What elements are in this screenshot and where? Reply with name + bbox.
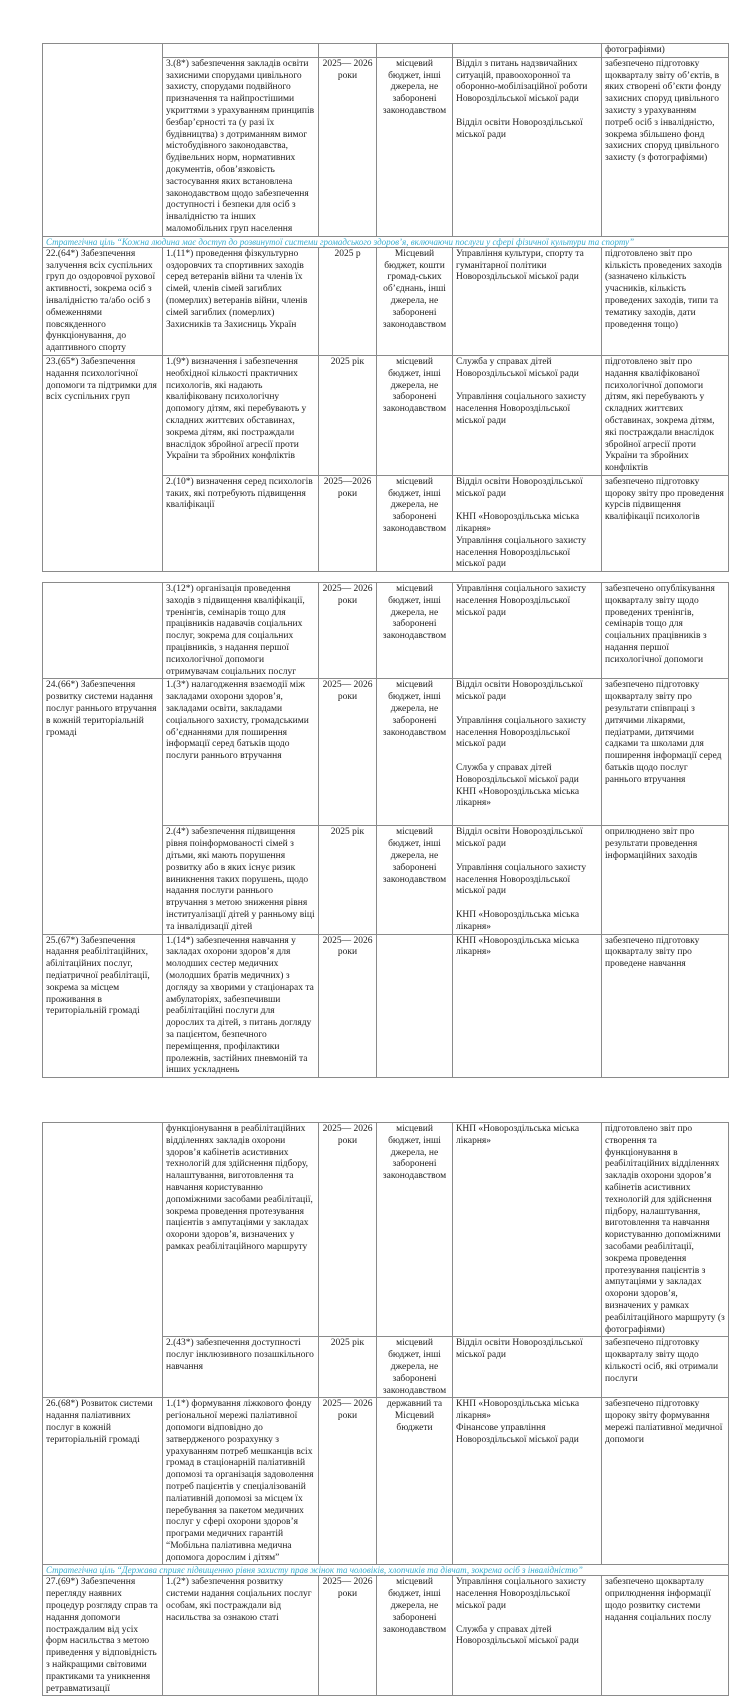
measure-cell: 3.(8*) забезпечення закладів освіти захисними спорудами цивільного захисту, спорудами подвійного призначення та найпростішими укриттями з урахуванням принципів безбар’єрності та (у разі їх будівництва) з дотриманням вимог містобудівного законодавства, будівельних норм, нормативних документів, обов’язковість застосування яких встановлена законодавством щодо забезпечення доступності і безпеки для осіб з інвалідністю та інших маломобільних груп населення <box>163 57 319 236</box>
funding-source-cell: місцевий бюджет, інші джерела, не заборонені законодавством <box>377 57 453 236</box>
table-row <box>43 826 729 934</box>
document-page-3 <box>42 1122 728 1696</box>
table-row <box>43 1398 729 1565</box>
measures-table <box>42 1122 729 1696</box>
measure-cell: 1.(2*) забезпечення розвитку системи надання соціальних послуг особам, які постраждали від насильства за ознакою статі <box>163 1576 319 1696</box>
measures-table <box>42 43 729 572</box>
indicator-cell: забезпечено підготовку щокварталу звіту про результати співпраці з дитячими лікарями, педіатрами, дитячими садками та школами для поширення інформації серед батьків щодо послуг раннього втручання <box>602 679 729 826</box>
indicator-cell: забезпечено підготовку щороку звіту про проведення курсів підвищення кваліфікації психологів <box>602 475 729 571</box>
measure-cell: 1.(1*) формування ліжкового фонду регіональної мережі паліативної допомоги відповідно до затвердженого розрахунку з урахуванням потреб мешканців всіх громад в стаціонарній паліативній допомозі та організація задоволення потреб пацієнтів у спеціалізованій паліативній допомозі за місцем їх перебування за пакетом медичних послуг у сфері охорони здоров’я програми медичних гарантій “Мобільна паліативна медична допомога дорослим і дітям” <box>163 1398 319 1565</box>
indicator-cell: забезпечено опублікування щокварталу звіту щодо проведених тренінгів, семінарів тощо для соціальних працівників з надання першої психологічної допомоги <box>602 583 729 679</box>
measure-cell: 1.(11*) проведення фізкультурно оздоровчих та спортивних заходів серед ветеранів війни та членів їх сімей, членів сімей загиблих (померлих) ветеранів війни, членів сімей загиблих (померлих) Захисників та Захисниць Україн <box>163 247 319 355</box>
term-cell: 2025 рік <box>319 355 377 475</box>
funding-source-cell: місцевий бюджет, інші джерела, не заборонені законодавством <box>377 583 453 679</box>
table-row <box>43 583 729 679</box>
funding-source-cell: місцевий бюджет, інші джерела, не заборонені законодавством <box>377 1123 453 1337</box>
strategic-goal-heading: Стратегічна ціль “Держава сприяє підвищенню рівня захисту прав жінок та чоловіків, хлопчиків та дівчат, зокрема осіб з інвалідністю” <box>43 1565 729 1576</box>
document-page-2 <box>42 582 728 1078</box>
executor-cell: Відділ освіти Новороздільської міської ради КНП «Новороздільська міська лікарня» Управління соціального захисту населення Новороздільської міської ради <box>453 475 602 571</box>
table-row <box>43 475 729 571</box>
table-row <box>43 355 729 475</box>
executor-cell: Відділ освіти Новороздільської міської ради <box>453 1337 602 1398</box>
table-row <box>43 57 729 236</box>
task-cell <box>43 826 163 934</box>
term-cell: 2025 р <box>319 247 377 355</box>
funding-source-cell: державний та Місцевий бюджети <box>377 1398 453 1565</box>
measure-cell: 1.(3*) налагодження взаємодії між закладами охорони здоров’я, закладами освіти, закладами соціального захисту, громадськими об’єднаннями для поширення інформації серед батьків щодо послуги раннього втручання <box>163 679 319 826</box>
measures-table <box>42 582 729 1078</box>
strategic-goal-row <box>43 1565 729 1576</box>
strategic-goal-heading: Стратегічна ціль “Кожна людина має доступ до розвинутої системи громадського здоров’я, включаючи послуги у сфері фізичної культури та спорту” <box>43 236 729 247</box>
executor-cell: Служба у справах дітей Новороздільської міської ради Управління соціального захисту населення Новороздільської міської ради <box>453 355 602 475</box>
measure-cell: 1.(14*) забезпечення навчання у закладах охорони здоров’я для молодших сестер медичних (молодших братів медичних) з догляду за хворими у стаціонарах та амбулаторіях, забезпечивши реабілітаційні послуги для дорослих та дітей, з питань догляду за пацієнтом, безпечного переміщення, профілактики пролежнів, застійних пневмоній та інших ускладнень <box>163 934 319 1078</box>
indicator-cell: фотографіями) <box>602 44 729 58</box>
measure-cell: 2.(4*) забезпечення підвищення рівня поінформованості сімей з дітьми, які мають порушення розвитку або в яких існує ризик виникнення таких порушень, щодо надання послуги раннього втручання з метою зниження рівня інституалізації дітей у ранньому віці та інвалідизації дітей <box>163 826 319 934</box>
task-cell <box>43 57 163 236</box>
task-cell: 26.(68*) Розвиток системи надання паліативних послуг в кожній територіальній громаді <box>43 1398 163 1565</box>
funding-source-cell: місцевий бюджет, інші джерела, не заборонені законодавством <box>377 1337 453 1398</box>
executor-cell: Відділ освіти Новороздільської міської ради Управління соціального захисту населення Новороздільської міської ради КНП «Новороздільська міська лікарня» <box>453 826 602 934</box>
indicator-cell: забезпечено підготовку щокварталу звіту щодо кількості осіб, які отримали послуги <box>602 1337 729 1398</box>
funding-source-cell <box>377 44 453 58</box>
term-cell: 2025—2026 роки <box>319 475 377 571</box>
executor-cell: Управління соціального захисту населення Новороздільської міської ради Служба у справах дітей Новороздільської міської ради <box>453 1576 602 1696</box>
task-cell <box>43 44 163 58</box>
table-row <box>43 1337 729 1398</box>
table-row <box>43 1576 729 1696</box>
term-cell: 2025 рік <box>319 1337 377 1398</box>
table-row <box>43 934 729 1078</box>
term-cell: 2025— 2026 роки <box>319 934 377 1078</box>
funding-source-cell: місцевий бюджет, інші джерела, не заборонені законодавством <box>377 355 453 475</box>
table-row <box>43 1123 729 1337</box>
indicator-cell: підготовлено звіт про створення та функціонування в реабілітаційних відділеннях закладів охорони здоров’я кабінетів асистивних технологій для здійснення підбору, налаштування, виготовлення та навчання користуванню допоміжними засобами реабілітації, зокрема проведення протезування пацієнтів з ампутаціями у закладах охорони здоров’я, визначених у рамках реабілітаційного маршруту (з фотографіями) <box>602 1123 729 1337</box>
indicator-cell: забезпечено підготовку щокварталу звіту про проведене навчання <box>602 934 729 1078</box>
task-cell <box>43 583 163 679</box>
executor-cell: КНП «Новороздільська міська лікарня» <box>453 1123 602 1337</box>
executor-cell: КНП «Новороздільська міська лікарня» <box>453 934 602 1078</box>
strategic-goal-row <box>43 236 729 247</box>
funding-source-cell <box>377 934 453 1078</box>
measure-cell <box>163 44 319 58</box>
measure-cell: функціонування в реабілітаційних відділеннях закладів охорони здоров’я кабінетів асистивних технологій для здійснення підбору, налаштування, виготовлення та навчання користуванню допоміжними засобами реабілітації, зокрема проведення протезування пацієнтів з ампутаціями у закладах охорони здоров’я, визначених у рамках реабілітаційного маршруту <box>163 1123 319 1337</box>
executor-cell <box>453 44 602 58</box>
indicator-cell: забезпечено підготовку щороку звіту формування мережі паліативної медичної допомоги <box>602 1398 729 1565</box>
indicator-cell: забезпечено щокварталу оприлюднення інформації щодо розвитку системи надання соціальних послу <box>602 1576 729 1696</box>
measure-cell: 2.(43*) забезпечення доступності послуг інклюзивного позашкільного навчання <box>163 1337 319 1398</box>
executor-cell: КНП «Новороздільська міська лікарня» Фінансове управління Новороздільської міської ради <box>453 1398 602 1565</box>
executor-cell: Управління соціального захисту населення Новороздільської міської ради <box>453 583 602 679</box>
measure-cell: 3.(12*) організація проведення заходів з підвищення кваліфікації, тренінгів, семінарів тощо для працівників надавачів соціальних послуг, зокрема для соціальних працівників, з надання першої психологічної допомоги отримувачам соціальних послуг <box>163 583 319 679</box>
task-cell <box>43 1123 163 1337</box>
task-cell: 27.(69*) Забезпечення перегляду наявних процедур розгляду справ та надання допомоги постраждалим від усіх форм насильства з метою приведення у відповідність з найкращими світовими практиками та уникнення ретравматизації <box>43 1576 163 1696</box>
table-row <box>43 247 729 355</box>
task-cell: 25.(67*) Забезпечення надання реабілітаційних, абілітаційних послуг, педіатричної реабілітації, зокрема за місцем проживання в територіальній громаді <box>43 934 163 1078</box>
executor-cell: Відділ з питань надзвичайних ситуацій, правоохоронної та оборонно-мобілізаційної роботи Новороздільської міської ради Відділ освіти Новороздільської міської ради <box>453 57 602 236</box>
measure-cell: 2.(10*) визначення серед психологів таких, які потребують підвищення кваліфікації <box>163 475 319 571</box>
funding-source-cell: місцевий бюджет, інші джерела, не заборонені законодавством <box>377 679 453 826</box>
indicator-cell: підготовлено звіт про кількість проведених заходів (зазначено кількість учасників, кількість проведених заходів, типи та тематику заходів, дати проведення тощо) <box>602 247 729 355</box>
measure-cell: 1.(9*) визначення і забезпечення необхідної кількості практичних психологів, які надають кваліфіковану психологічну допомогу дітям, які перебувають у складних життєвих обставинах, зокрема дітям, які постраждали внаслідок збройної агресії проти України та збройних конфліктів <box>163 355 319 475</box>
table-row <box>43 679 729 826</box>
term-cell: 2025 рік <box>319 826 377 934</box>
indicator-cell: підготовлено звіт про надання кваліфікованої психологічної допомоги дітям, які перебувають у складних життєвих обставинах, зокрема дітям, які постраждали внаслідок збройної агресії проти України та збройних конфліктів <box>602 355 729 475</box>
term-cell: 2025— 2026 роки <box>319 57 377 236</box>
funding-source-cell: місцевий бюджет, інші джерела, не заборонені законодавством <box>377 826 453 934</box>
term-cell: 2025— 2026 роки <box>319 1576 377 1696</box>
task-cell <box>43 1337 163 1398</box>
executor-cell: Управління культури, спорту та гуманітарної політики Новороздільської міської ради <box>453 247 602 355</box>
task-cell: 23.(65*) Забезпечення надання психологічної допомоги та підтримки для всіх суспільних груп <box>43 355 163 475</box>
task-cell: 24.(66*) Забезпечення розвитку системи надання послуг раннього втручання в кожній територіальній громаді <box>43 679 163 826</box>
term-cell <box>319 44 377 58</box>
task-cell <box>43 475 163 571</box>
executor-cell: Відділ освіти Новороздільської міської ради Управління соціального захисту населення Новороздільської міської ради Служба у справах дітей Новороздільської міської ради КНП «Новороздільська міська лікарня» <box>453 679 602 826</box>
funding-source-cell: Місцевий бюджет, кошти громад-ських об’єднань, інші джерела, не заборонені законодавством <box>377 247 453 355</box>
term-cell: 2025— 2026 роки <box>319 583 377 679</box>
term-cell: 2025— 2026 роки <box>319 1398 377 1565</box>
table-row <box>43 44 729 58</box>
task-cell: 22.(64*) Забезпечення залучення всіх суспільних груп до оздоровчої рухової активності, зокрема осіб з інвалідністю та/або осіб з обмеженнями повсякденного функціонування, до адаптивного спорту <box>43 247 163 355</box>
funding-source-cell: місцевий бюджет, інші джерела, не заборонені законодавством <box>377 475 453 571</box>
term-cell: 2025— 2026 роки <box>319 1123 377 1337</box>
indicator-cell: забезпечено підготовку щокварталу звіту об’єктів, в яких створені об’єкти фонду захисних споруд цивільного захисту з урахуванням потреб осіб з інвалідністю, зокрема збільшено фонд захисних споруд цивільного захисту (з фотографіями) <box>602 57 729 236</box>
funding-source-cell: місцевий бюджет, інші джерела, не заборонені законодавством <box>377 1576 453 1696</box>
term-cell: 2025— 2026 роки <box>319 679 377 826</box>
document-page-1 <box>42 43 728 572</box>
indicator-cell: оприлюднено звіт про результати проведення інформаційних заходів <box>602 826 729 934</box>
